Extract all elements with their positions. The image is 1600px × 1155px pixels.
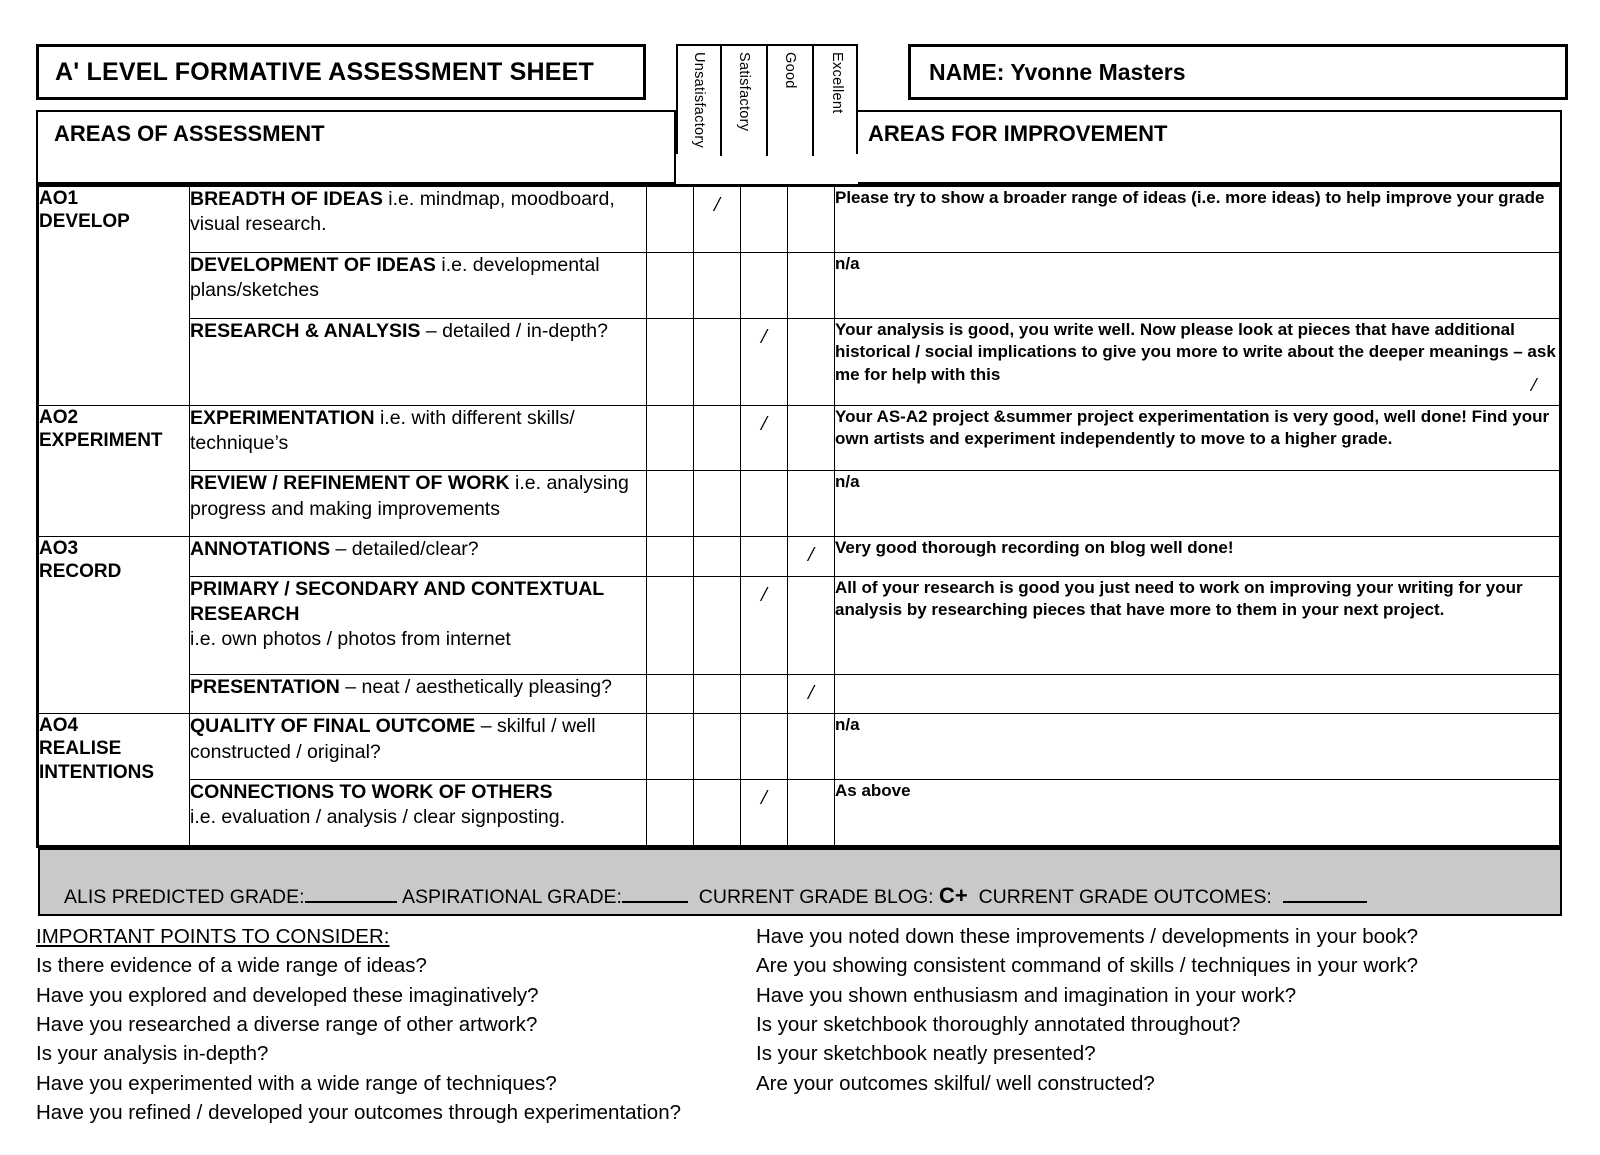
areas-for-improvement-header: AREAS FOR IMPROVEMENT — [858, 110, 1562, 184]
criterion-cell — [190, 318, 647, 405]
list-item: Are you showing consistent command of skills / techniques in your work? — [756, 954, 1419, 978]
feedback-cell[interactable]: n/a — [835, 471, 1560, 537]
feedback-cell[interactable]: n/a — [835, 714, 1560, 780]
criterion-title: REVIEW / REFINEMENT OF WORK — [190, 472, 510, 495]
ao-name: REALISE INTENTIONS — [39, 738, 155, 783]
tick-cell-good[interactable] — [741, 714, 788, 780]
feedback-cell[interactable]: Please try to show a broader range of ideas (i.e. more ideas) to help improve your grade — [835, 187, 1560, 253]
criterion-title: DEVELOPMENT OF IDEAS — [190, 253, 436, 276]
areas-of-assessment-header: AREAS OF ASSESSMENT — [36, 110, 676, 184]
ao-name: EXPERIMENT — [39, 429, 163, 451]
tick-cell-satisfactory[interactable] — [694, 780, 741, 846]
tick-cell-unsatisfactory[interactable] — [647, 405, 694, 471]
tick-cell-satisfactory[interactable] — [694, 674, 741, 713]
student-name-value: Yvonne Masters — [1010, 58, 1186, 85]
tick-cell-excellent[interactable] — [788, 780, 835, 846]
feedback-cell[interactable]: n/a — [835, 252, 1560, 318]
ao-group-cell-ao2 — [39, 405, 190, 537]
tick-mark: / — [761, 323, 767, 348]
ao-code: AO1 — [39, 188, 79, 209]
tick-cell-unsatisfactory[interactable] — [647, 187, 694, 253]
list-item: Have you refined / developed your outcomes through experimentation? — [36, 1100, 682, 1124]
tick-mark: / — [761, 581, 767, 606]
tick-cell-good[interactable] — [741, 537, 788, 576]
table-row — [39, 780, 1560, 846]
rating-header-good: Good — [768, 46, 814, 156]
name-label: NAME: — [929, 58, 1005, 85]
criterion-title: PRIMARY / SECONDARY AND CONTEXTUAL RESEARCH — [190, 577, 604, 626]
ao-code: AO4 — [39, 715, 79, 737]
tick-cell-satisfactory[interactable] — [694, 537, 741, 576]
criterion-title: EXPERIMENTATION — [190, 406, 375, 429]
feedback-cell[interactable]: All of your research is good you just need to work on improving your writing for your analysis by researching pieces that have more to them in your next project. — [835, 576, 1560, 674]
criterion-detail: i.e. developmental plans/sketches — [190, 253, 600, 302]
table-row — [39, 537, 1560, 576]
tick-cell-satisfactory[interactable] — [694, 405, 741, 471]
criterion-detail: – detailed/clear? — [330, 538, 479, 561]
notes-column-left — [36, 922, 756, 1127]
criterion-title: BREADTH OF IDEAS — [190, 188, 383, 210]
tick-cell-satisfactory[interactable] — [694, 576, 741, 674]
tick-cell-good[interactable] — [741, 252, 788, 318]
criterion-title: CONNECTIONS TO WORK OF OTHERS — [190, 781, 553, 804]
tick-cell-unsatisfactory[interactable] — [647, 714, 694, 780]
tick-cell-satisfactory[interactable] — [694, 471, 741, 537]
criterion-title: PRESENTATION — [190, 675, 340, 698]
page-title: A' LEVEL FORMATIVE ASSESSMENT SHEET — [55, 57, 594, 86]
tick-mark: / — [761, 410, 767, 435]
spacer-4 — [1272, 886, 1283, 908]
notes-heading: IMPORTANT POINTS TO CONSIDER: — [36, 925, 390, 948]
feedback-cell[interactable]: Very good thorough recording on blog well done! — [835, 537, 1560, 576]
tick-cell-good[interactable] — [741, 780, 788, 846]
ao-code: AO3 — [39, 538, 79, 560]
tick-mark: / — [808, 542, 814, 567]
criterion-cell — [190, 576, 647, 674]
criterion-detail: i.e. own photos / photos from internet — [190, 628, 511, 651]
ao-name: DEVELOP — [39, 211, 130, 233]
grade-summary-bar — [38, 848, 1562, 916]
feedback-cell[interactable]: As above — [835, 780, 1560, 846]
list-item: Is your sketchbook thoroughly annotated throughout? — [756, 1012, 1241, 1036]
ao-code: AO2 — [39, 406, 79, 428]
tick-cell-satisfactory[interactable] — [694, 318, 741, 405]
current-grade-blog-value[interactable]: C+ — [938, 883, 968, 908]
tick-cell-excellent[interactable] — [788, 187, 835, 253]
tick-cell-unsatisfactory[interactable] — [647, 252, 694, 318]
criterion-detail: – neat / aesthetically pleasing? — [339, 675, 612, 698]
spacer-2 — [688, 886, 699, 908]
criterion-cell — [190, 714, 647, 780]
criterion-cell — [190, 252, 647, 318]
tick-cell-good[interactable] — [741, 471, 788, 537]
ao-group-cell-ao3 — [39, 537, 190, 714]
ao-group-cell-ao4 — [39, 714, 190, 846]
criterion-detail: i.e. evaluation / analysis / clear signposting. — [190, 806, 566, 829]
tick-mark: / — [714, 192, 720, 216]
tick-cell-unsatisfactory[interactable] — [647, 471, 694, 537]
tick-cell-excellent[interactable] — [788, 471, 835, 537]
assessment-grid — [36, 184, 1562, 848]
assessment-table — [38, 186, 1560, 846]
criterion-title: ANNOTATIONS — [190, 538, 331, 561]
table-row — [39, 252, 1560, 318]
list-item: Is there evidence of a wide range of ideas? — [36, 954, 427, 978]
alis-predicted-grade-field[interactable] — [305, 901, 397, 903]
tick-mark: / — [808, 679, 814, 704]
tick-mark: / — [761, 785, 767, 810]
rating-header-satisfactory: Satisfactory — [722, 46, 768, 156]
tick-cell-excellent[interactable] — [788, 405, 835, 471]
list-item: Have you experimented with a wide range of techniques? — [36, 1071, 557, 1095]
criterion-cell — [190, 187, 647, 253]
tick-cell-unsatisfactory[interactable] — [647, 780, 694, 846]
tick-cell-unsatisfactory[interactable] — [647, 674, 694, 713]
criterion-cell — [190, 674, 647, 713]
current-grade-outcomes-field[interactable] — [1283, 901, 1367, 903]
table-row — [39, 714, 1560, 780]
current-grade-blog-label: CURRENT GRADE BLOG: — [698, 886, 934, 908]
criterion-detail: – skilful / well constructed / original? — [190, 715, 596, 763]
criterion-title: QUALITY OF FINAL OUTCOME — [190, 715, 476, 738]
aspirational-grade-field[interactable] — [622, 901, 688, 903]
stray-pen-mark: / — [1531, 374, 1537, 396]
criterion-cell — [190, 780, 647, 846]
rating-column-headers — [676, 44, 858, 154]
criterion-detail: i.e. mindmap, moodboard, visual research. — [190, 188, 615, 236]
list-item: Have you shown enthusiasm and imagination in your work? — [756, 983, 1297, 1007]
ao-name: RECORD — [39, 561, 122, 583]
criterion-cell — [190, 537, 647, 576]
tick-cell-unsatisfactory[interactable] — [647, 576, 694, 674]
tick-cell-excellent[interactable] — [788, 252, 835, 318]
tick-cell-excellent[interactable] — [788, 714, 835, 780]
list-item: Have you researched a diverse range of other artwork? — [36, 1012, 538, 1036]
list-item: Have you noted down these improvements / developments in your book? — [756, 925, 1419, 948]
notes-column-right — [756, 922, 1516, 1098]
student-name-box — [908, 44, 1568, 100]
tick-cell-good[interactable] — [741, 318, 788, 405]
feedback-cell[interactable]: Your analysis is good, you write well. Now please look at pieces that have additional historical / social implications to give you more to write about the deeper meanings – ask me for help with this — [835, 318, 1560, 405]
list-item: Are your outcomes skilful/ well constructed? — [756, 1071, 1155, 1095]
tick-cell-satisfactory[interactable] — [694, 252, 741, 318]
tick-cell-good[interactable] — [741, 187, 788, 253]
table-row — [39, 318, 1560, 405]
list-item: Is your sketchbook neatly presented? — [756, 1042, 1096, 1066]
feedback-cell[interactable]: Your AS-A2 project &summer project experimentation is very good, well done! Find your own artists and experiment independently to move to a higher grade. — [835, 405, 1560, 471]
criterion-detail: i.e. analysing progress and making improvements — [190, 472, 629, 520]
criterion-detail: i.e. with different skills/ technique’s — [190, 406, 575, 454]
table-row — [39, 471, 1560, 537]
tick-cell-good[interactable] — [741, 405, 788, 471]
table-row — [39, 674, 1560, 713]
tick-cell-unsatisfactory[interactable] — [647, 537, 694, 576]
tick-cell-excellent[interactable] — [788, 674, 835, 713]
tick-cell-excellent[interactable] — [788, 318, 835, 405]
alis-predicted-grade-label: ALIS PREDICTED GRADE: — [64, 886, 305, 908]
list-item: Is your analysis in-depth? — [36, 1042, 269, 1066]
feedback-cell[interactable] — [835, 674, 1560, 713]
tick-cell-satisfactory[interactable] — [694, 187, 741, 253]
tick-cell-good[interactable] — [741, 576, 788, 674]
criterion-cell — [190, 471, 647, 537]
current-grade-outcomes-label: CURRENT GRADE OUTCOMES: — [978, 886, 1272, 908]
table-row — [39, 576, 1560, 674]
table-row — [39, 187, 1560, 253]
rating-header-unsatisfactory: Unsatisfactory — [678, 46, 722, 156]
tick-cell-good[interactable] — [741, 674, 788, 713]
criterion-title: RESEARCH & ANALYSIS — [190, 319, 421, 342]
list-item: Have you explored and developed these imaginatively? — [36, 983, 539, 1007]
sheet-title-box — [36, 44, 646, 100]
ao-group-cell-ao1 — [39, 187, 190, 406]
tick-cell-excellent[interactable] — [788, 537, 835, 576]
tick-cell-satisfactory[interactable] — [694, 714, 741, 780]
criterion-cell — [190, 405, 647, 471]
tick-cell-unsatisfactory[interactable] — [647, 318, 694, 405]
rating-header-excellent: Excellent — [829, 52, 845, 114]
spacer-3 — [968, 886, 979, 908]
table-row — [39, 405, 1560, 471]
aspirational-grade-label: ASPIRATIONAL GRADE: — [401, 886, 622, 908]
criterion-detail: – detailed / in-depth? — [420, 319, 608, 342]
tick-cell-excellent[interactable] — [788, 576, 835, 674]
